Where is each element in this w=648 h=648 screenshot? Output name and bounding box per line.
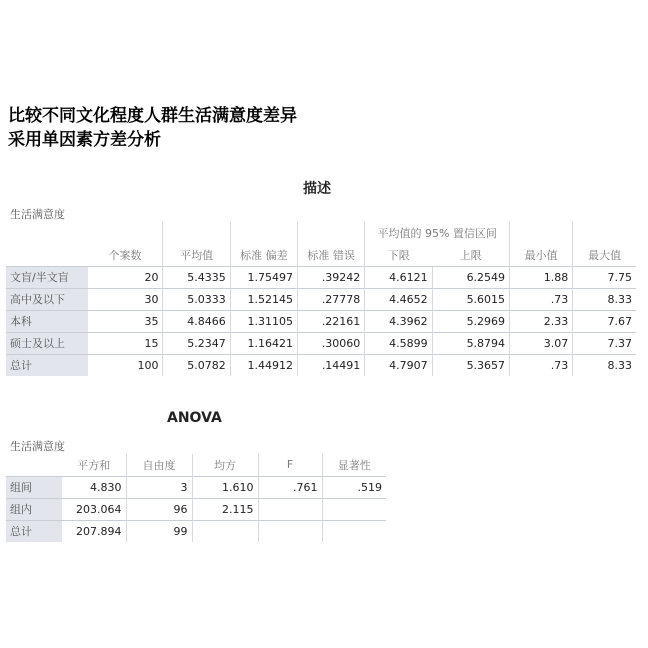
row-label: 本科 — [6, 310, 88, 332]
cell: 1.44912 — [230, 354, 297, 376]
descriptives-table — [6, 222, 636, 376]
anova-variable-label: 生活满意度 — [10, 440, 65, 453]
anova-table — [6, 454, 386, 542]
table-row — [6, 332, 636, 354]
cell: 8.33 — [573, 354, 636, 376]
table-row — [6, 498, 386, 520]
page-heading — [8, 104, 297, 152]
cell — [322, 498, 386, 520]
row-label: 组内 — [6, 498, 62, 520]
col-header: 最小值 — [510, 244, 573, 266]
cell: .22161 — [298, 310, 365, 332]
row-label: 硕士及以上 — [6, 332, 88, 354]
cell: 7.75 — [573, 266, 636, 288]
cell: 2.115 — [192, 498, 258, 520]
cell: 1.52145 — [230, 288, 297, 310]
cell: 3 — [126, 476, 192, 498]
cell: .761 — [258, 476, 322, 498]
cell: .519 — [322, 476, 386, 498]
cell — [192, 520, 258, 542]
descriptives-title: 描述 — [303, 181, 331, 197]
cell: 4.830 — [62, 476, 126, 498]
table-row — [6, 520, 386, 542]
cell: 4.3962 — [365, 310, 432, 332]
cell: 8.33 — [573, 288, 636, 310]
cell: 1.610 — [192, 476, 258, 498]
table-row — [6, 266, 636, 288]
cell: 4.8466 — [163, 310, 230, 332]
cell: 4.7907 — [365, 354, 432, 376]
cell: 96 — [126, 498, 192, 520]
cell: 100 — [88, 354, 163, 376]
col-header: 显著性 — [322, 454, 386, 476]
cell: .39242 — [298, 266, 365, 288]
cell: 4.5899 — [365, 332, 432, 354]
cell: 20 — [88, 266, 163, 288]
cell: 6.2549 — [432, 266, 509, 288]
cell: 7.67 — [573, 310, 636, 332]
cell: 5.0333 — [163, 288, 230, 310]
descriptives-variable-label: 生活满意度 — [10, 208, 65, 221]
cell: .73 — [510, 354, 573, 376]
ci-header: 平均值的 95% 置信区间 — [365, 222, 510, 244]
cell: .27778 — [298, 288, 365, 310]
row-label: 文盲/半文盲 — [6, 266, 88, 288]
cell — [322, 520, 386, 542]
heading-line-1: 比较不同文化程度人群生活满意度差异 — [8, 106, 297, 126]
cell: 30 — [88, 288, 163, 310]
col-header: 个案数 — [108, 248, 142, 262]
row-label: 总计 — [6, 354, 88, 376]
cell: 99 — [126, 520, 192, 542]
col-header: 上限 — [459, 248, 482, 262]
heading-line-2: 采用单因素方差分析 — [8, 130, 161, 150]
row-label: 总计 — [6, 520, 62, 542]
col-header: 标准 错误 — [298, 244, 365, 266]
row-label: 高中及以下 — [6, 288, 88, 310]
col-header: 下限 — [365, 244, 432, 266]
cell: 4.4652 — [365, 288, 432, 310]
row-label: 组间 — [6, 476, 62, 498]
cell: 5.3657 — [432, 354, 509, 376]
cell: 5.2969 — [432, 310, 509, 332]
col-header: 平均值 — [163, 244, 230, 266]
cell: 3.07 — [510, 332, 573, 354]
cell: 5.2347 — [163, 332, 230, 354]
cell: 2.33 — [510, 310, 573, 332]
cell — [258, 498, 322, 520]
col-header: 均方 — [192, 454, 258, 476]
table-row — [6, 354, 636, 376]
cell: 4.6121 — [365, 266, 432, 288]
col-header: 标准 偏差 — [230, 244, 297, 266]
col-header: 最大值 — [573, 244, 636, 266]
cell: 1.75497 — [230, 266, 297, 288]
cell: 15 — [88, 332, 163, 354]
table-row — [6, 476, 386, 498]
table-row — [6, 310, 636, 332]
cell: 7.37 — [573, 332, 636, 354]
cell: 1.88 — [510, 266, 573, 288]
cell: 35 — [88, 310, 163, 332]
cell: 207.894 — [62, 520, 126, 542]
cell — [258, 520, 322, 542]
cell: 203.064 — [62, 498, 126, 520]
cell: 1.31105 — [230, 310, 297, 332]
cell: 5.4335 — [163, 266, 230, 288]
cell: 5.8794 — [432, 332, 509, 354]
cell: 1.16421 — [230, 332, 297, 354]
col-header: 平方和 — [77, 458, 111, 472]
cell: 5.6015 — [432, 288, 509, 310]
table-row — [6, 288, 636, 310]
cell: .73 — [510, 288, 573, 310]
cell: .14491 — [298, 354, 365, 376]
col-header: 自由度 — [126, 454, 192, 476]
cell: 5.0782 — [163, 354, 230, 376]
col-header: F — [258, 454, 322, 476]
cell: .30060 — [298, 332, 365, 354]
anova-title: ANOVA — [167, 410, 222, 426]
